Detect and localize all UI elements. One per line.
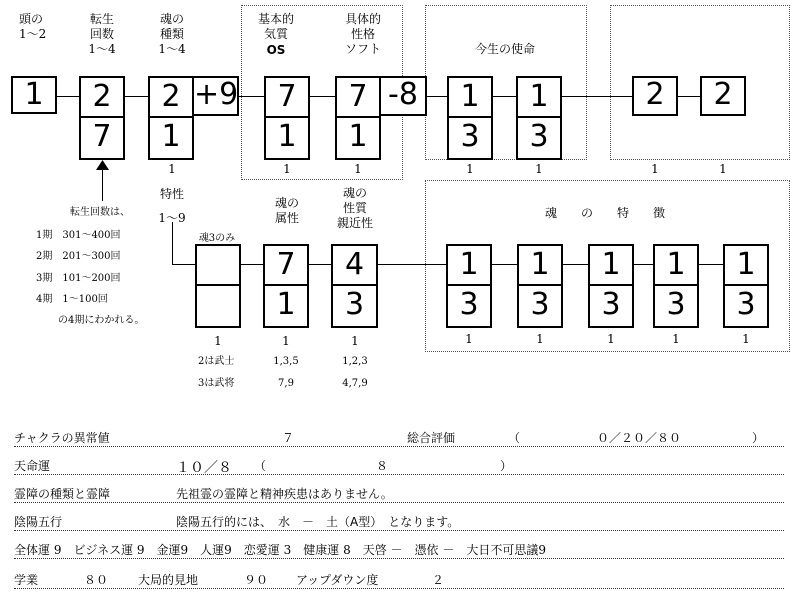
overall-value: ０／２０／８０ — [597, 431, 682, 445]
label-reincarnation: 転生 回数 1〜4 — [88, 12, 116, 56]
plus-value: +9 — [194, 77, 239, 112]
reinc-note-intro: 転生回数は、 — [70, 207, 130, 218]
general-note: 3は武将 — [198, 378, 235, 389]
mission-1-bottom: 3 — [460, 119, 480, 154]
connector — [633, 264, 654, 265]
soul-type-count: 1 — [168, 162, 176, 176]
soul3-empty-box — [195, 244, 241, 328]
soul3-empty-bottom — [197, 286, 239, 326]
reincarnation-top: 2 — [81, 78, 123, 118]
minus-value: -8 — [388, 77, 418, 112]
connector — [377, 264, 447, 265]
personality-box — [335, 76, 381, 160]
nature-box — [331, 244, 378, 328]
personality-top: 7 — [337, 78, 379, 118]
nature-list-1: 1,2,3 — [342, 356, 368, 367]
connector — [562, 264, 589, 265]
feature-box-2 — [517, 244, 563, 328]
connector — [308, 264, 332, 265]
study-row — [14, 568, 784, 589]
soul-type-top: 2 — [150, 78, 192, 118]
label-basic-temperament: 基本的 気質 — [257, 12, 294, 41]
connector — [426, 96, 448, 97]
feature-box-4 — [653, 244, 699, 328]
soul-type-box — [148, 76, 194, 160]
attribute-list-2: 7,9 — [278, 378, 294, 389]
feature-2-count: 1 — [536, 332, 544, 346]
soul3-empty-top — [197, 246, 239, 286]
spirit-label: 霊障の種類と霊障 — [14, 487, 111, 501]
feature-1-count: 1 — [465, 332, 473, 346]
nature-list-2: 4,7,9 — [342, 378, 368, 389]
temperament-count: 1 — [283, 162, 291, 176]
soul3-count: 1 — [214, 334, 222, 348]
fate-value: １０／８ — [176, 460, 232, 476]
attribute-count: 1 — [282, 334, 290, 348]
fate-open: （ — [254, 459, 267, 473]
mission-box-2 — [516, 76, 562, 160]
temperament-bottom: 1 — [277, 119, 297, 154]
fate-close: ） — [500, 459, 513, 473]
plus-box — [192, 76, 239, 116]
mission-2-count: 1 — [535, 162, 543, 176]
right-1-count: 1 — [651, 162, 659, 176]
connector — [56, 96, 80, 97]
yinyang-row — [14, 510, 784, 531]
right-2-count: 1 — [719, 162, 727, 176]
overall-close: ） — [752, 431, 765, 445]
trait-label: 特性 1〜9 — [158, 187, 186, 225]
personality-count: 1 — [354, 162, 362, 176]
view-value: ９０ — [244, 573, 269, 587]
chakra-label: チャクラの異常値 — [14, 431, 110, 445]
feature-box-3 — [588, 244, 634, 328]
nature-top: 4 — [333, 246, 376, 286]
warrior-note: 2は武士 — [198, 356, 235, 367]
label-soul-type: 魂の 種類 1〜4 — [158, 12, 186, 56]
attribute-list-1: 1,3,5 — [273, 356, 299, 367]
connector — [240, 264, 264, 265]
connector — [124, 96, 148, 97]
soul-type-bottom: 1 — [161, 119, 181, 154]
reinc-note-p1: 1期 301〜400回 — [36, 230, 121, 241]
feature-2-top: 1 — [519, 246, 561, 286]
label-soul3only: 魂3のみ — [198, 233, 236, 244]
study-value: ８０ — [84, 573, 109, 587]
feature-box-1 — [446, 244, 492, 328]
attribute-bottom: 1 — [276, 287, 296, 322]
connector — [238, 96, 264, 97]
reincarnation-box — [79, 76, 125, 160]
arrow-shaft — [102, 166, 103, 201]
right-1-value: 2 — [645, 77, 665, 112]
reinc-note-p4: 4期 1〜100回 — [36, 294, 108, 305]
chakra-value: ７ — [282, 431, 295, 445]
feature-3-top: 1 — [590, 246, 632, 286]
fate-inner: ８ — [376, 459, 389, 473]
feature-5-top: 1 — [725, 246, 767, 286]
label-os: OS — [266, 43, 286, 57]
connector — [677, 96, 701, 97]
study-label: 学業 — [14, 573, 39, 587]
right-box-1 — [632, 76, 678, 116]
mission-2-top: 1 — [518, 78, 560, 118]
connector — [493, 96, 517, 97]
reinc-note-p3: 3期 101〜200回 — [36, 273, 121, 284]
fate-row — [14, 454, 784, 475]
luck-line: 全体運 9 ビジネス運 9 金運9 人運9 恋愛運 3 健康運 8 天啓 － 憑依 － 大日不可思議9 — [14, 543, 546, 557]
feature-5-count: 1 — [742, 332, 750, 346]
reinc-note-outro: の4期にわかれる。 — [58, 315, 145, 326]
connector — [310, 96, 336, 97]
nature-count: 1 — [351, 334, 359, 348]
connector — [172, 264, 196, 265]
temperament-top: 7 — [266, 78, 308, 118]
feature-3-bottom: 3 — [601, 287, 621, 322]
luck-row — [14, 538, 784, 559]
chakra-row — [14, 426, 784, 447]
head-value: 1 — [24, 77, 44, 112]
mission-2-bottom: 3 — [529, 119, 549, 154]
right-box-2 — [700, 76, 746, 116]
feature-1-top: 1 — [448, 246, 490, 286]
right-2-value: 2 — [713, 77, 733, 112]
attribute-top: 7 — [265, 246, 307, 286]
label-head: 頭の 1〜2 — [19, 12, 47, 41]
arrow-head-icon — [96, 160, 109, 170]
spirit-row — [14, 482, 784, 503]
feature-2-bottom: 3 — [530, 287, 550, 322]
updown-value: ２ — [432, 573, 445, 587]
nature-bottom: 3 — [344, 287, 365, 322]
reincarnation-bottom: 7 — [92, 119, 112, 154]
feature-box-5 — [723, 244, 769, 328]
fate-label: 天命運 — [14, 459, 51, 473]
minus-box — [379, 76, 427, 116]
feature-1-bottom: 3 — [459, 287, 479, 322]
temperament-box — [264, 76, 310, 160]
mission-1-top: 1 — [449, 78, 491, 118]
feature-4-count: 1 — [672, 332, 680, 346]
yinyang-label: 陰陽五行 — [14, 515, 63, 529]
connector — [561, 96, 633, 97]
overall-open: （ — [508, 431, 521, 445]
feature-4-top: 1 — [655, 246, 697, 286]
label-soul-features: 魂 の 特 徴 — [544, 206, 665, 220]
label-soul-nature: 魂の 性質 親近性 — [336, 186, 373, 230]
label-personality: 具体的 性格 ソフト — [344, 12, 381, 56]
feature-5-bottom: 3 — [736, 287, 756, 322]
view-label: 大局的見地 — [138, 573, 199, 587]
connector — [698, 264, 724, 265]
updown-label: アップダウン度 — [296, 573, 379, 587]
connector — [491, 264, 518, 265]
feature-3-count: 1 — [607, 332, 615, 346]
overall-label: 総合評価 — [407, 431, 456, 445]
reinc-note-p2: 2期 201〜300回 — [36, 251, 121, 262]
label-soul-attribute: 魂の 属性 — [274, 196, 299, 225]
yinyang-value: 陰陽五行的には、 水 － 土（A型） となります。 — [176, 515, 460, 529]
mission-box-1 — [447, 76, 493, 160]
mission-1-count: 1 — [466, 162, 474, 176]
attribute-box — [263, 244, 309, 328]
label-mission: 今生の使命 — [474, 42, 535, 56]
personality-bottom: 1 — [348, 119, 368, 154]
feature-4-bottom: 3 — [666, 287, 686, 322]
head-box — [11, 76, 57, 114]
spirit-value: 先祖霊の霊障と精神疾患はありません。 — [176, 487, 393, 501]
